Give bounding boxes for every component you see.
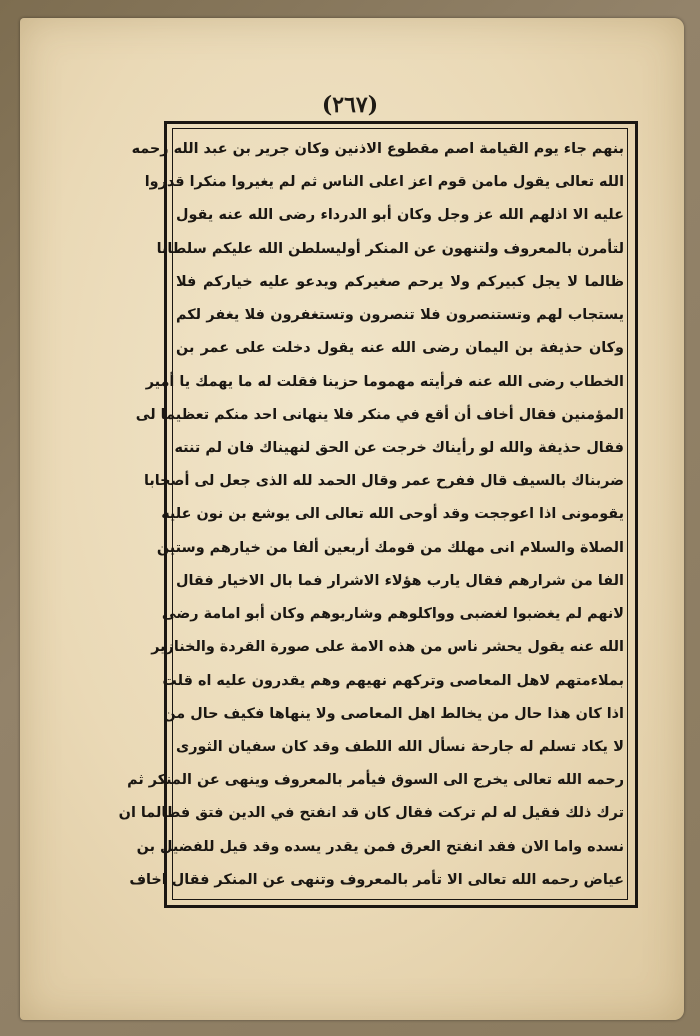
text-line-1: بنهم جاء يوم القيامة اصم مقطوع الاذنين وكان جرير بن عبد الله رحمه (131, 141, 624, 157)
text-line-7: وكان حذيفة بن اليمان رضى الله عنه يقول دخلت على عمر بن (176, 340, 624, 357)
text-line-21: ترك ذلك فقيل له لم تركت فقال كان قد انفتح في الدين فتق فطالما ان (118, 805, 624, 822)
text-line-23: عياض رحمه الله تعالى الا تأمر بالمعروف وتنهى عن المنكر فقال اخاف (129, 871, 624, 888)
text-line-4: لتأمرن بالمعروف ولتنهون عن المنكر أوليسلطن الله عليكم سلطانا (156, 240, 624, 257)
text-line-8: الخطاب رضى الله عنه فرأيته مهموما حزينا فقلت له ما يهمك يا أمير (145, 373, 624, 390)
text-line-20: رحمه الله تعالى يخرج الى السوق فيأمر بالمعروف وينهى عن المنكر ثم (127, 772, 624, 789)
text-line-22: نسده واما الان فقد انفتح العرق فمن يقدر يسده وقد قيل للفضيل بن (136, 838, 624, 855)
text-line-12: يقومونى اذا اعوججت وقد أوحى الله تعالى الى يوشع بن نون عليه (161, 506, 624, 523)
text-line-6: يستجاب لهم وتستنصرون فلا تنصرون وتستغفرون فلا يغفر لكم (176, 307, 624, 324)
text-line-9: المؤمنين فقال أخاف أن أقع في منكر فلا ينهانى احد منكم تعظيما لى (135, 406, 624, 423)
text-line-19: لا يكاد تسلم له جارحة نسأل الله اللطف وقد كان سفيان الثورى (176, 738, 624, 755)
text-line-14: الفا من شرارهم فقال يارب هؤلاء الاشرار فما بال الاخيار فقال (176, 572, 624, 589)
text-line-18: اذا كان هذا حال من يخالط اهل المعاصى ولا ينهاها فكيف حال من (163, 705, 624, 722)
text-line-13: الصلاة والسلام انى مهلك من قومك أربعين ألفا من خيارهم وستين (156, 539, 624, 556)
text-line-3: عليه الا اذلهم الله عز وجل وكان أبو الدرداء رضى الله عنه يقول (176, 207, 624, 224)
main-text-block (118, 134, 624, 896)
text-line-10: فقال حذيفة والله لو رأيناك خرجت عن الحق لنهيناك فان لم تنته (174, 439, 624, 456)
text-line-17: بملاءمتهم لاهل المعاصى وتركهم نهيهم وهم يقدرون عليه اه قلت (162, 672, 624, 689)
page-number: (٢٦٧) (321, 92, 379, 118)
text-line-11: ضربناك بالسيف قال ففرح عمر وقال الحمد لله الذى جعل لى أصحابا (143, 473, 624, 490)
text-line-5: ظالما لا يجل كبيركم ولا يرحم صغيركم ويدعو عليه خياركم فلا (176, 273, 624, 290)
text-line-16: الله عنه يقول يحشر ناس من هذه الامة على صورة القردة والخنازير (151, 639, 624, 656)
text-line-2: الله تعالى يقول مامن قوم اعز اعلى الناس ثم لم يغيروا منكرا قدروا (144, 174, 624, 191)
text-line-15: لانهم لم يغضبوا لغضبى وواكلوهم وشاربوهم وكان أبو امامة رضى (161, 606, 624, 623)
